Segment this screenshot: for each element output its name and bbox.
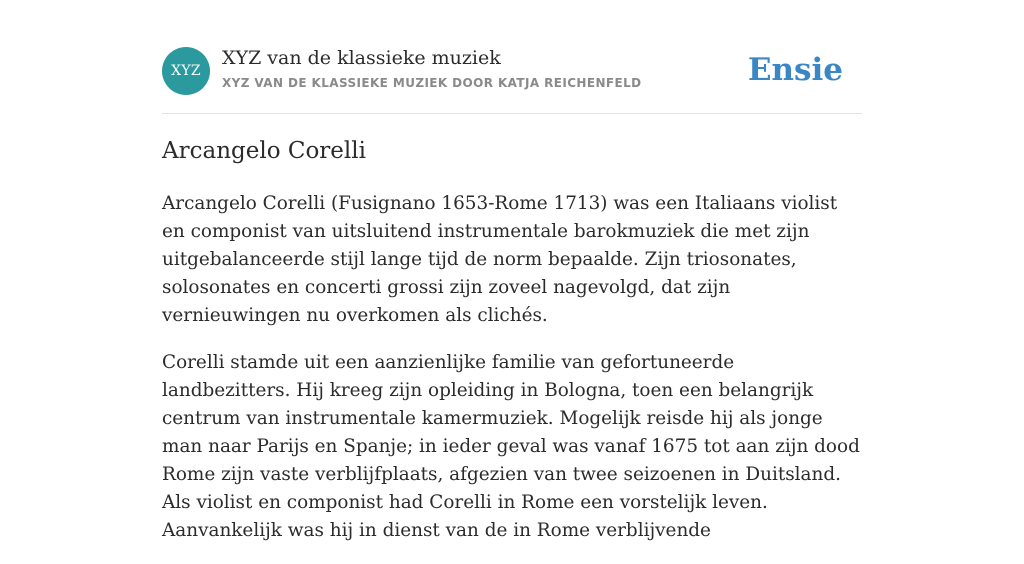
article-body	[162, 190, 862, 564]
ensie-logo[interactable]: Ensie	[747, 52, 843, 88]
author-avatar[interactable]: XYZ	[162, 47, 210, 95]
article-title: Arcangelo Corelli	[162, 138, 366, 164]
source-subtitle: XYZ VAN DE KLASSIEKE MUZIEK DOOR KATJA REICHENFELD	[222, 76, 642, 90]
article-paragraph: Arcangelo Corelli (Fusignano 1653-Rome 1713) was een Italiaans violist en componist van uitsluitend instrumentale barokmuziek die met zijn uitgebalanceerde stijl lange tijd de norm bepaalde. Zijn triosonates, solosonates en concerti grossi zijn zoveel nagevolgd, dat zijn vernieuwingen nu overkomen als clichés.	[162, 193, 838, 326]
article-paragraph: Corelli stamde uit een aanzienlijke familie van gefortuneerde landbezitters. Hij kreeg zijn opleiding in Bologna, toen een belangrijk centrum van instrumentale kamermuziek. Mogelijk reisde hij als jonge man naar Parijs en Spanje; in ieder geval was vanaf 1675 tot aan zijn dood Rome zijn vaste verblijfplaats, afgezien van twee seizoenen in Duitsland. Als violist en componist had Corelli in Rome een vorstelijk leven. Aanvankelijk was hij in dienst van de in Rome verblijvende	[162, 352, 860, 541]
site-header	[162, 46, 862, 96]
source-title[interactable]: XYZ van de klassieke muziek	[222, 47, 501, 69]
header-divider	[162, 113, 862, 114]
